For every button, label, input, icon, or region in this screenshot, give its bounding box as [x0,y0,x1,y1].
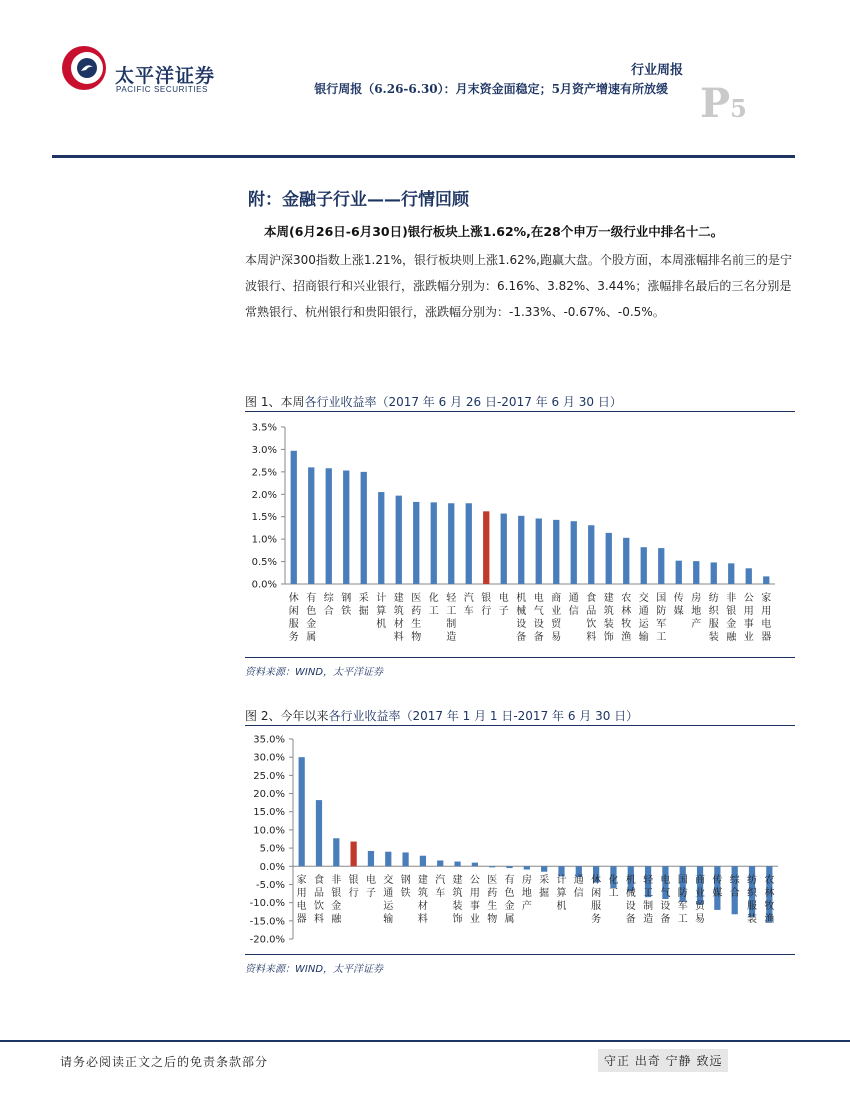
category-label: 农林牧渔 [621,593,632,643]
category-label: 交通运输 [383,875,394,925]
bar-家用电器 [763,576,769,584]
y-tick-label: 3.0% [251,444,277,456]
bar-建筑材料 [420,856,426,867]
brand-name-cn: 太平洋证券 [115,65,216,87]
y-tick-label: 2.5% [251,467,277,479]
y-tick-label: -15.0% [249,916,285,928]
y-tick-label: 1.5% [251,512,277,524]
bar-公用事业 [746,568,752,584]
category-label: 钢铁 [341,593,352,617]
y-tick-label: -5.0% [255,879,285,891]
footer-divider [0,1040,850,1042]
y-tick-label: 2.0% [251,489,277,501]
category-label: 综合 [323,593,334,617]
figure-2-caption [245,707,638,724]
category-label: 通信 [573,875,584,899]
category-label: 汽车 [435,875,446,899]
y-tick-label: 0.5% [251,557,277,569]
category-label: 医药生物 [411,593,422,643]
bar-食品饮料 [588,525,594,584]
category-label: 机械设备 [625,875,636,925]
category-label: 汽车 [463,593,474,617]
bar-商业贸易 [553,520,559,584]
category-label: 银行 [481,593,492,617]
bar-电气设备 [536,519,542,584]
category-label: 国防军工 [677,875,688,925]
figure-1-bottom-rule [245,657,795,658]
y-tick-label: -20.0% [249,934,285,946]
category-label: 商业贸易 [695,875,706,925]
figure-2-bottom-rule [245,954,795,955]
y-tick-label: -10.0% [249,898,285,910]
bar-钢铁 [402,852,408,866]
page-number [700,80,747,127]
footer-disclaimer: 请务必阅读正文之后的免责条款部分 [60,1055,269,1069]
category-label: 食品饮料 [586,593,597,643]
category-label: 商业贸易 [551,593,562,643]
category-label: 农林牧渔 [764,875,775,925]
bar-钢铁 [343,471,349,584]
figure-1-source: 资料来源：WIND，太平洋证券 [245,667,384,678]
bar-银行 [351,842,357,867]
figure-2-top-rule [245,725,795,726]
category-label: 食品饮料 [313,875,324,925]
bar-综合 [326,468,332,584]
y-tick-label: 30.0% [253,752,285,764]
category-label: 家用电器 [296,875,307,925]
category-label: 休闲服务 [591,875,602,925]
category-label: 建筑装饰 [452,875,463,925]
figure-2-source: 资料来源：WIND，太平洋证券 [245,964,384,975]
category-label: 化工 [428,593,439,617]
bar-汽车 [466,503,472,584]
bar-电子 [368,851,374,866]
brand-name-en: PACIFIC SECURITIES [116,85,208,94]
bar-房地产 [693,561,699,584]
category-label: 非银金融 [726,593,737,643]
category-label: 电气设备 [660,875,671,925]
category-label: 建筑装饰 [603,593,614,643]
category-label: 家用电器 [761,593,772,643]
bar-家用电器 [299,757,305,866]
pacific-securities-logo-icon [60,44,108,92]
category-label: 建筑材料 [417,875,428,925]
figure-1-top-rule [245,411,795,412]
chart-ytd-returns [240,728,800,953]
category-label: 计算机 [376,593,387,630]
category-label: 计算机 [556,875,567,912]
bar-轻工制造 [448,503,454,584]
bar-汽车 [437,860,443,866]
y-tick-label: 1.0% [251,534,277,546]
category-label: 公用事业 [743,593,754,643]
bar-医药生物 [413,502,419,584]
y-tick-label: 10.0% [253,825,285,837]
category-label: 银行 [348,875,359,899]
category-label: 纺织服装 [747,875,758,925]
bar-食品饮料 [316,800,322,866]
category-label: 轻工制造 [643,875,654,925]
bar-化工 [431,502,437,584]
y-tick-label: 5.0% [259,843,285,855]
section-title: 附：金融子行业——行情回顾 [248,190,469,210]
category-label: 采掘 [358,593,369,617]
category-label: 电气设备 [533,593,544,643]
bar-休闲服务 [291,451,297,584]
category-label: 国防军工 [656,593,667,643]
category-label: 有色金属 [504,875,515,925]
bar-公用事业 [472,863,478,867]
bar-国防军工 [658,548,664,584]
bar-机械设备 [518,516,524,584]
bar-建筑装饰 [606,533,612,584]
category-label: 有色金属 [306,593,317,643]
category-label: 非银金融 [331,875,342,925]
figure-1-caption-prefix: 图 1、本周 [245,395,305,409]
category-label: 化工 [608,875,619,899]
footer-motto: 守正 出奇 宁静 致远 [598,1049,728,1072]
category-label: 电子 [498,593,509,617]
section-paragraph: 本周沪深300指数上涨1.21%，银行板块则上涨1.62%,跑赢大盘。个股方面，本周涨幅排名前三的是宁波银行、招商银行和兴业银行，涨跌幅分别为：6.16%、3.82%、3.44%；涨幅排名最后的三名分别是常熟银行、杭州银行和贵阳银行，涨跌幅分别为：-1.33%、-0.67%、-0.5%。 [245,253,792,319]
category-label: 钢铁 [400,875,411,899]
bar-建筑材料 [396,496,402,584]
bar-传媒 [676,561,682,584]
category-label: 传媒 [673,593,684,617]
bar-纺织服装 [711,562,717,584]
figure-1-caption-main: 各行业收益率（2017 年 6 月 26 日-2017 年 6 月 30 日） [304,395,622,409]
page-digit: 5 [730,94,747,123]
y-tick-label: 0.0% [259,861,285,873]
section-lead: 本周(6月26日-6月30日)银行板块上涨1.62%,在28个申万一级行业中排名十二。 [264,224,724,239]
category-label: 公用事业 [469,875,480,925]
category-label: 轻工制造 [446,593,457,643]
bar-电子 [501,514,507,584]
bar-医药生物 [489,866,495,867]
bar-房地产 [524,866,530,869]
bar-通信 [571,521,577,584]
bar-采掘 [361,472,367,584]
bar-非银金融 [728,563,734,584]
header-divider [52,155,795,158]
category-label: 房地产 [691,593,702,630]
category-label: 医药生物 [487,875,498,925]
category-label: 纺织服装 [708,593,719,643]
y-tick-label: 35.0% [253,734,285,746]
category-label: 交通运输 [638,593,649,643]
bar-建筑装饰 [454,862,460,867]
figure-2-caption-prefix: 图 2、今年以来 [245,709,329,723]
bar-采掘 [541,866,547,871]
report-category: 行业周报 [630,63,683,78]
report-title: 银行周报（6.26-6.30）：月末资金面稳定；5月资产增速有所放缓 [314,82,668,96]
category-label: 休闲服务 [288,593,299,643]
chart-weekly-returns [240,415,800,655]
figure-2-caption-main: 各行业收益率（2017 年 1 月 1 日-2017 年 6 月 30 日） [328,709,639,723]
bar-银行 [483,511,489,584]
category-label: 综合 [729,875,740,899]
category-label: 房地产 [521,875,532,912]
category-label: 传媒 [712,875,723,899]
bar-有色金属 [308,467,314,584]
category-label: 建筑材料 [393,593,404,643]
figure-1-caption [245,393,622,410]
category-label: 通信 [568,593,579,617]
bar-农林牧渔 [623,538,629,584]
category-label: 采掘 [539,875,550,899]
page-letter: P [700,80,731,127]
category-label: 电子 [365,875,376,899]
y-tick-label: 15.0% [253,807,285,819]
bar-有色金属 [506,866,512,868]
bar-交通运输 [385,852,391,867]
y-tick-label: 20.0% [253,789,285,801]
bar-计算机 [378,492,384,584]
y-tick-label: 0.0% [251,579,277,591]
category-label: 机械设备 [516,593,527,643]
bar-交通运输 [641,547,647,584]
y-tick-label: 3.5% [251,422,277,434]
bar-非银金融 [333,838,339,866]
y-tick-label: 25.0% [253,770,285,782]
